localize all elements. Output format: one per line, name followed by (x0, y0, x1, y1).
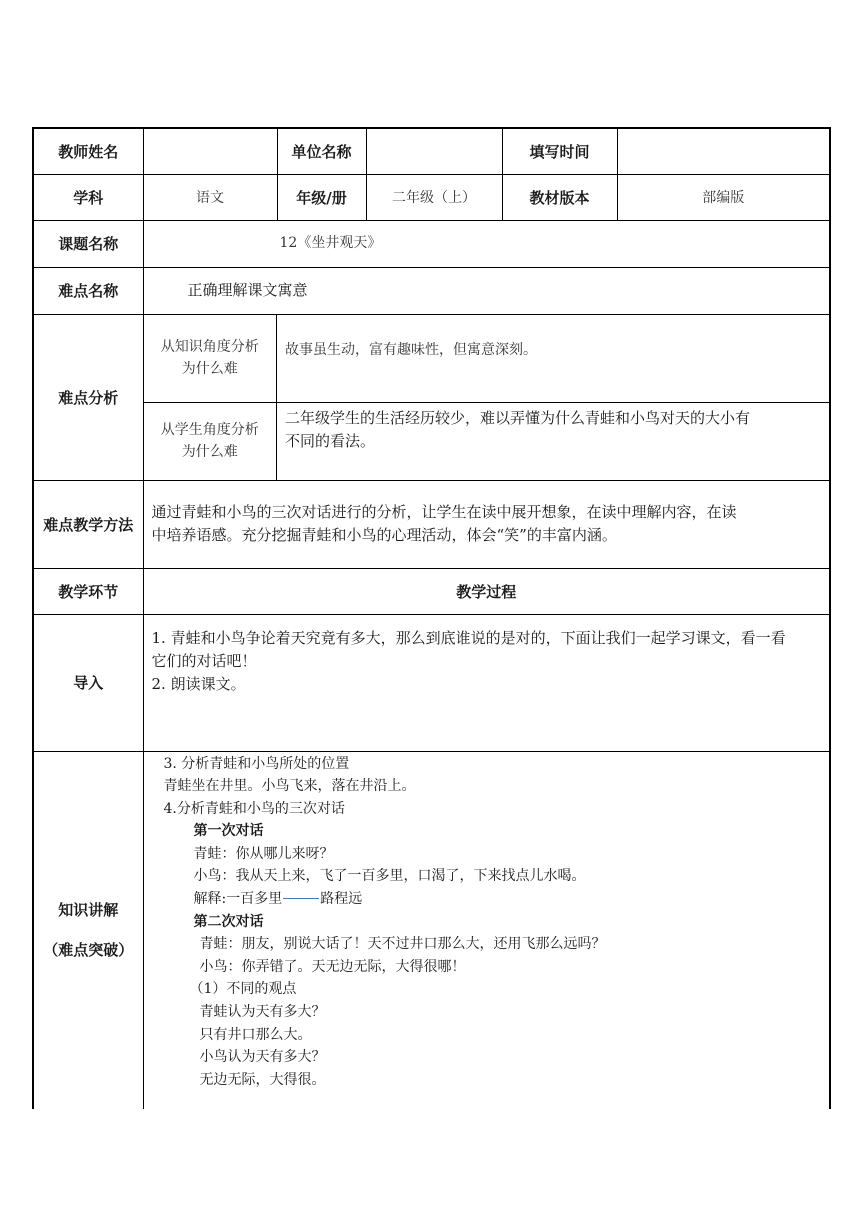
method-label: 难点教学方法 (33, 480, 143, 568)
topic-row (33, 220, 830, 267)
lesson-plan-table (32, 127, 831, 1109)
topic-label: 课题名称 (33, 220, 143, 267)
intro-line1: 1. 青蛙和小鸟争论着天究竟有多大，那么到底谁说的是对的，下面让我们一起学习课文，看一看 (151, 628, 786, 647)
teacher-name-label: 教师姓名 (33, 128, 143, 174)
knowledge-line-13: 只有井口那么大。 (199, 1026, 312, 1043)
knowledge-line-10: 小鸟：你弄错了。天无边无际，大得很哪！ (199, 958, 466, 975)
unit-name-field[interactable] (366, 128, 502, 174)
second-dialogue-heading: 第二次对话 (193, 913, 264, 930)
intro-line3: 2. 朗读课文。 (151, 674, 246, 693)
grade-label: 年级/册 (277, 174, 366, 220)
knowledge-line-7 (164, 888, 826, 911)
knowledge-angle-text: 故事虽生动，富有趣味性，但寓意深刻。 (277, 315, 830, 403)
knowledge-label-line2: （难点突破） (43, 941, 134, 960)
knowledge-row (33, 751, 830, 1109)
knowledge-line-12: 青蛙认为天有多大？ (199, 1004, 326, 1021)
explain-suffix: 路程远 (320, 891, 363, 908)
difficulty-label: 难点名称 (33, 267, 143, 314)
knowledge-line-15: 无边无际，大得很。 (199, 1071, 326, 1088)
student-angle-text-line1: 二年级学生的生活经历较少，难以弄懂为什么青蛙和小鸟对天的大小有 (285, 409, 751, 427)
intro-line2: 它们的对话吧！ (151, 651, 257, 670)
knowledge-line-5: 青蛙：你从哪儿来呀？ (193, 845, 334, 862)
difficulty-cell (143, 267, 830, 314)
info-row-2 (33, 174, 830, 220)
edition-label: 教材版本 (502, 174, 617, 220)
difficulty-value: 正确理解课文寓意 (187, 281, 308, 299)
analysis-label: 难点分析 (33, 314, 143, 480)
unit-name-label: 单位名称 (277, 128, 366, 174)
knowledge-line-6: 小鸟：我从天上来，飞了一百多里，口渴了，下来找点儿水喝。 (193, 868, 586, 885)
knowledge-line-2: 青蛙坐在井里。小鸟飞来，落在井沿上。 (163, 778, 416, 795)
method-cell (143, 480, 830, 568)
student-angle-label-line2: 为什么难 (181, 444, 238, 461)
topic-value: 12《坐井观天》 (279, 235, 382, 251)
subject-value: 语文 (143, 174, 277, 220)
info-row-1 (33, 128, 830, 174)
difficulty-row (33, 267, 830, 314)
method-row (33, 480, 830, 568)
knowledge-cell (143, 751, 830, 1109)
lesson-plan-document (32, 127, 829, 1109)
topic-cell (143, 220, 830, 267)
analysis-row (33, 314, 830, 480)
teaching-step-header: 教学环节 (33, 568, 143, 614)
student-angle-text-line2: 不同的看法。 (285, 432, 376, 450)
knowledge-line-9: 青蛙：朋友，别说大话了！天不过井口那么大，还用飞那么远吗？ (199, 936, 606, 953)
knowledge-line-14: 小鸟认为天有多大？ (199, 1049, 326, 1066)
student-angle-label-line1: 从学生角度分析 (160, 422, 259, 439)
knowledge-angle-label-line1: 从知识角度分析 (160, 339, 259, 356)
knowledge-line-3: 4.分析青蛙和小鸟的三次对话 (163, 800, 345, 817)
fill-time-field[interactable] (617, 128, 830, 174)
arrow-line (283, 888, 319, 899)
first-dialogue-heading: 第一次对话 (193, 823, 264, 840)
knowledge-line-1: 3. 分析青蛙和小鸟所处的位置 (163, 755, 350, 772)
grade-value: 二年级（上） (366, 174, 502, 220)
intro-cell (143, 614, 830, 751)
knowledge-line-11: （1）不同的观点 (189, 981, 297, 998)
knowledge-label (33, 751, 143, 1109)
intro-row (33, 614, 830, 751)
subject-label: 学科 (33, 174, 143, 220)
intro-label: 导入 (33, 614, 143, 751)
knowledge-angle-label (144, 315, 277, 403)
fill-time-label: 填写时间 (502, 128, 617, 174)
process-header-row (33, 568, 830, 614)
knowledge-label-line1: 知识讲解 (58, 901, 119, 920)
method-line1: 通过青蛙和小鸟的三次对话进行的分析，让学生在读中展开想象，在读中理解内容，在读 (151, 503, 737, 521)
method-line2: 中培养语感。充分挖掘青蛙和小鸟的心理活动，体会“笑”的丰富内涵。 (151, 526, 617, 544)
edition-value: 部编版 (617, 174, 830, 220)
analysis-inner-table (144, 315, 830, 480)
teacher-name-field[interactable] (143, 128, 277, 174)
student-angle-label (144, 403, 277, 480)
analysis-cell (143, 314, 830, 480)
knowledge-angle-label-line2: 为什么难 (181, 361, 238, 378)
explain-prefix: 解释:一百多里 (193, 891, 283, 908)
student-angle-text (277, 403, 830, 480)
teaching-process-header: 教学过程 (143, 568, 830, 614)
